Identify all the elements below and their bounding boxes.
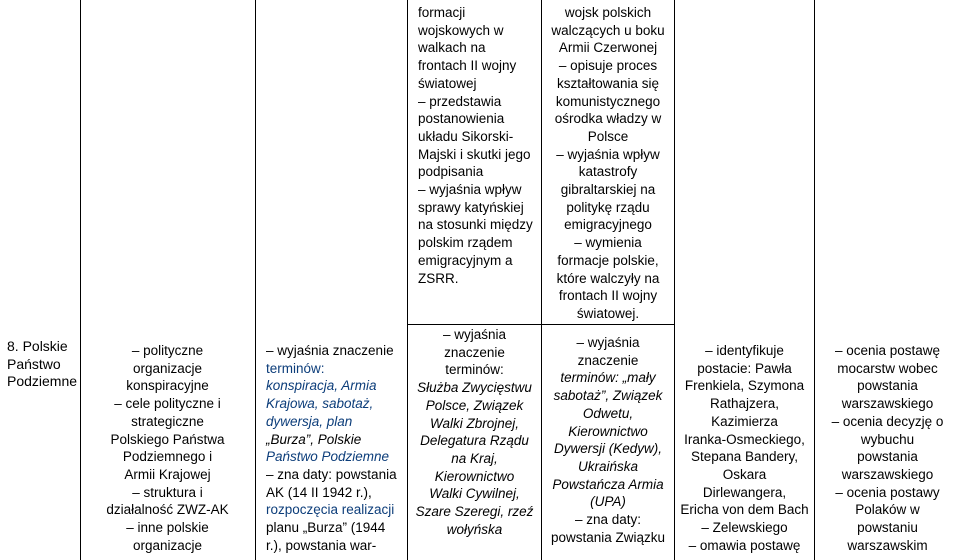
term-line: Ukraińska bbox=[577, 458, 639, 474]
text-line: AK (14 II 1942 r.), bbox=[266, 484, 372, 500]
text-line: na stosunki między bbox=[418, 217, 533, 233]
term-line: konspiracja, Armia bbox=[266, 378, 377, 394]
text-line: znaczenie bbox=[444, 344, 505, 360]
text-line: powstania bbox=[857, 378, 918, 394]
term-line: Walki Zbrojnej, bbox=[429, 415, 520, 431]
text-line: postacie: Pawła bbox=[697, 360, 792, 376]
text-line: strategiczne bbox=[131, 413, 204, 429]
text-line: komunistycznego bbox=[555, 93, 661, 109]
text-line: frontach II wojny bbox=[418, 58, 517, 74]
text-line: rozpoczęcia realizacji bbox=[266, 502, 395, 518]
text-line: – wyjaśnia znaczenie bbox=[266, 343, 394, 358]
text-line: Podziemnego i bbox=[122, 449, 213, 465]
row-rule bbox=[407, 324, 675, 325]
text-line: – zna daty: powstania bbox=[266, 466, 397, 482]
term-line: na Kraj, bbox=[451, 450, 498, 466]
text-line: Kazimierza bbox=[711, 413, 778, 429]
text-line: warszawskiego bbox=[841, 396, 934, 412]
term-line: Szare Szeregi, rzeź bbox=[415, 504, 534, 520]
text-line: Majski i skutki jego bbox=[418, 146, 531, 162]
col6-text bbox=[675, 342, 814, 554]
text-line: – Zelewskiego bbox=[701, 520, 788, 536]
text-line: wojsk polskich bbox=[564, 5, 652, 20]
term-line: Państwo Podziemne bbox=[266, 449, 390, 465]
term-line: terminów: „mały bbox=[560, 370, 656, 386]
text-line: kształtowania się bbox=[556, 75, 660, 91]
text-line: światowej. bbox=[576, 305, 640, 321]
term-line: Dywersji (Kedyw), bbox=[553, 441, 662, 457]
column-rule bbox=[255, 0, 256, 560]
text-line: warszawskim bbox=[847, 537, 928, 553]
text-line: układu Sikorski- bbox=[418, 128, 514, 144]
col4-bottom-text bbox=[408, 326, 541, 538]
text-line: – ocenia decyzję o bbox=[831, 413, 944, 429]
title-line: Podziemne bbox=[7, 373, 78, 390]
text-line: Armii Czerwonej bbox=[558, 40, 658, 56]
text-line: katastrofy bbox=[578, 164, 638, 180]
text-line: – wyjaśnia wpływ bbox=[556, 146, 660, 162]
term-line: sabotaż”, Związek bbox=[553, 388, 663, 404]
term-line: Odwetu, bbox=[582, 405, 634, 421]
text-line: powstania bbox=[857, 449, 918, 465]
text-line: – wyjaśnia wpływ bbox=[418, 182, 522, 198]
title-line: 8. Polskie bbox=[7, 338, 68, 354]
text-line: – cele polityczne i bbox=[114, 396, 221, 412]
term-line: Polsce, Związek bbox=[425, 397, 524, 413]
text-line: emigracyjnego bbox=[564, 217, 652, 233]
text-line: – przedstawia bbox=[418, 93, 502, 109]
text-line: warszawskiego bbox=[841, 466, 934, 482]
text-line: Polaków w bbox=[855, 502, 920, 518]
text-line: Ericha von dem Bach bbox=[680, 502, 809, 518]
text-line: postanowienia bbox=[418, 111, 505, 127]
col4-top-text bbox=[418, 4, 533, 287]
text-line: formacji bbox=[418, 5, 466, 20]
text-line: Frenkiela, Szymona bbox=[684, 378, 805, 394]
text-line: Oskara bbox=[722, 466, 767, 482]
text-line: terminów: bbox=[445, 362, 504, 378]
text-line: światowej bbox=[418, 75, 477, 91]
text-line: wojskowych w bbox=[418, 22, 504, 38]
text-line: – zna daty: bbox=[574, 512, 642, 528]
term-line: Krajowa, sabotaż, bbox=[266, 396, 374, 412]
text-line: konspiracyjne bbox=[126, 378, 209, 394]
term-line: Kierownictwo bbox=[434, 468, 515, 484]
text-line: – wyjaśnia bbox=[576, 335, 640, 350]
text-line: wybuchu bbox=[860, 431, 915, 447]
text-line: – wyjaśnia bbox=[442, 327, 507, 342]
text-line: które walczyły na bbox=[556, 270, 660, 286]
text-line: walczących u boku bbox=[551, 22, 665, 38]
text-line: formacje polskie, bbox=[557, 252, 659, 268]
text-line: planu „Burza” (1944 bbox=[266, 520, 386, 536]
text-line: – ocenia postawy bbox=[835, 484, 940, 500]
content-topics bbox=[86, 342, 249, 554]
text-line: – omawia postawę bbox=[688, 537, 801, 553]
text-line: Iranka-Osmeckiego, bbox=[684, 431, 805, 447]
term-line: Powstańcza Armia bbox=[552, 476, 664, 492]
text-line: frontach II wojny bbox=[558, 288, 658, 304]
term-line: wołyńska bbox=[446, 521, 503, 537]
col5-bottom-text bbox=[542, 334, 674, 546]
text-line: r.), powstania war- bbox=[266, 537, 377, 553]
text-line: organizacje bbox=[132, 360, 203, 376]
col5-top-text bbox=[542, 4, 674, 323]
text-line: sprawy katyńskiej bbox=[418, 199, 524, 215]
text-line: politykę rządu bbox=[566, 199, 650, 215]
term-line: „Burza”, Polskie bbox=[266, 431, 362, 447]
text-line: – polityczne bbox=[131, 343, 204, 358]
text-line: gibraltarskiej na bbox=[560, 182, 656, 198]
section-title bbox=[7, 338, 77, 391]
text-line: terminów: bbox=[266, 360, 325, 376]
text-line: powstaniu bbox=[857, 520, 918, 536]
text-line: – inne polskie bbox=[126, 520, 209, 536]
text-line: Rathajzera, bbox=[709, 396, 780, 412]
text-line: Dirlewangera, bbox=[702, 484, 787, 500]
term-line: Walki Cywilnej, bbox=[429, 486, 520, 502]
text-line: polskim rządem bbox=[418, 235, 513, 251]
title-line: Państwo bbox=[7, 355, 61, 372]
text-line: – identyfikuje bbox=[705, 343, 784, 358]
term-line: Kierownictwo bbox=[568, 423, 648, 439]
text-line: Armii Krajowej bbox=[124, 466, 211, 482]
text-line: – struktura i bbox=[132, 484, 203, 500]
text-line: Polskiego Państwa bbox=[110, 431, 225, 447]
text-line: mocarstw wobec bbox=[837, 360, 938, 376]
term-line: Delegatura Rządu bbox=[420, 433, 529, 449]
column-rule bbox=[80, 0, 81, 560]
term-line: Służba Zwycięstwu bbox=[417, 380, 532, 396]
text-line: ZSRR. bbox=[418, 270, 459, 286]
term-line: (UPA) bbox=[590, 494, 626, 510]
text-line: działalność ZWZ-AK bbox=[106, 502, 229, 518]
text-line: ośrodka władzy w bbox=[554, 111, 662, 127]
text-line: – opisuje proces bbox=[558, 58, 658, 74]
text-line: powstania Związku bbox=[550, 529, 666, 545]
text-line: znaczenie bbox=[577, 352, 639, 368]
text-line: – ocenia postawę bbox=[834, 343, 941, 358]
text-line: walkach na bbox=[418, 40, 486, 56]
text-line: – wymienia bbox=[574, 235, 642, 251]
text-line: Stepana Bandery, bbox=[690, 449, 799, 465]
text-line: emigracyjnym a bbox=[418, 252, 513, 268]
text-line: Polsce bbox=[587, 128, 629, 144]
basic-requirements bbox=[266, 342, 397, 554]
text-line: organizacje bbox=[132, 537, 203, 553]
col7-text bbox=[815, 342, 960, 554]
text-line: podpisania bbox=[418, 164, 484, 180]
term-line: dywersja, plan bbox=[266, 413, 353, 429]
